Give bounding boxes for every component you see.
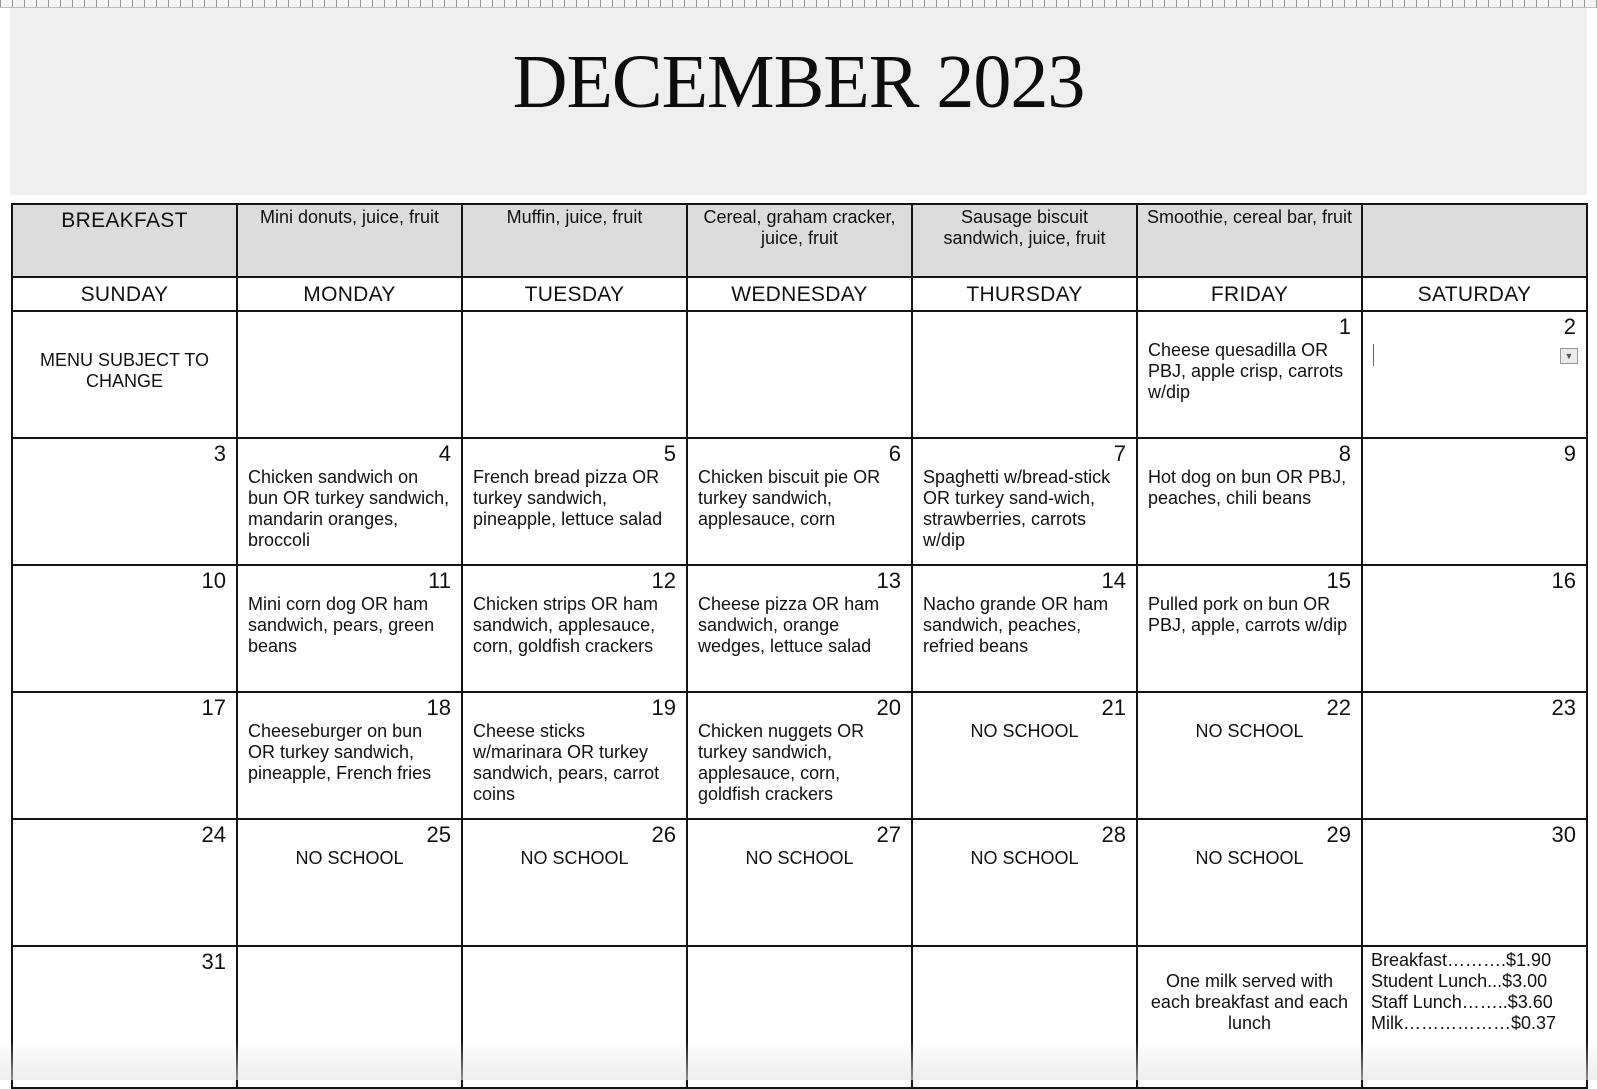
price-milk: Milk………………$0.37 bbox=[1371, 1013, 1557, 1033]
day-header-thursday[interactable]: THURSDAY bbox=[912, 277, 1137, 311]
lunch-menu: Nacho grande OR ham sandwich, peaches, refried beans bbox=[923, 594, 1109, 656]
no-school-label: NO SCHOOL bbox=[1195, 721, 1304, 741]
day-cell[interactable] bbox=[1362, 311, 1587, 438]
breakfast-item: Sausage biscuit sandwich, juice, fruit bbox=[943, 207, 1106, 248]
breakfast-cell-wednesday[interactable] bbox=[687, 204, 912, 277]
lunch-menu: Mini corn dog OR ham sandwich, pears, green beans bbox=[248, 594, 435, 656]
day-cell[interactable] bbox=[1362, 819, 1587, 946]
day-header-sunday[interactable]: SUNDAY bbox=[12, 277, 237, 311]
day-number: 7 bbox=[1113, 441, 1126, 466]
lunch-menu: Hot dog on bun OR PBJ, peaches, chili beans bbox=[1148, 467, 1347, 508]
day-cell[interactable] bbox=[12, 819, 237, 946]
day-cell[interactable] bbox=[687, 819, 912, 946]
day-cell[interactable] bbox=[12, 946, 237, 1088]
breakfast-item: Muffin, juice, fruit bbox=[506, 207, 643, 227]
day-number: 2 bbox=[1563, 314, 1576, 339]
day-number: 24 bbox=[201, 822, 226, 847]
day-header-tuesday[interactable]: TUESDAY bbox=[462, 277, 687, 311]
day-cell[interactable] bbox=[237, 946, 462, 1088]
day-number: 18 bbox=[426, 695, 451, 720]
day-number: 27 bbox=[876, 822, 901, 847]
day-number: 14 bbox=[1101, 568, 1126, 593]
lunch-menu: Cheeseburger on bun OR turkey sandwich, pineapple, French fries bbox=[248, 721, 432, 783]
no-school-label: NO SCHOOL bbox=[745, 848, 854, 868]
day-header-wednesday[interactable]: WEDNESDAY bbox=[687, 277, 912, 311]
price-breakfast: Breakfast……….$1.90 bbox=[1371, 950, 1552, 970]
lunch-menu: Cheese quesadilla OR PBJ, apple crisp, carrots w/dip bbox=[1148, 340, 1344, 402]
breakfast-cell-monday[interactable] bbox=[237, 204, 462, 277]
no-school-label: NO SCHOOL bbox=[295, 848, 404, 868]
day-cell[interactable] bbox=[912, 946, 1137, 1088]
lunch-menu: Cheese pizza OR ham sandwich, orange wedges, lettuce salad bbox=[698, 594, 880, 656]
day-cell[interactable] bbox=[912, 819, 1137, 946]
breakfast-item: Smoothie, cereal bar, fruit bbox=[1146, 207, 1353, 227]
day-number: 3 bbox=[213, 441, 226, 466]
breakfast-item: Cereal, graham cracker, juice, fruit bbox=[703, 207, 896, 248]
day-cell[interactable] bbox=[687, 692, 912, 819]
day-cell[interactable] bbox=[12, 692, 237, 819]
day-number: 30 bbox=[1551, 822, 1576, 847]
day-cell[interactable] bbox=[12, 311, 237, 438]
breakfast-item: Mini donuts, juice, fruit bbox=[259, 207, 440, 227]
week-row-1 bbox=[12, 311, 1587, 438]
day-cell[interactable] bbox=[1137, 692, 1362, 819]
day-number: 25 bbox=[426, 822, 451, 847]
day-header-friday[interactable]: FRIDAY bbox=[1137, 277, 1362, 311]
breakfast-cell-tuesday[interactable] bbox=[462, 204, 687, 277]
breakfast-cell-thursday[interactable] bbox=[912, 204, 1137, 277]
day-header-saturday[interactable]: SATURDAY bbox=[1362, 277, 1587, 311]
page-title[interactable]: DECEMBER 2023 bbox=[512, 40, 1085, 124]
week-row-3 bbox=[12, 565, 1587, 692]
day-number: 31 bbox=[201, 949, 226, 974]
day-number: 20 bbox=[876, 695, 901, 720]
day-number: 4 bbox=[438, 441, 451, 466]
day-cell[interactable] bbox=[1137, 946, 1362, 1088]
week-row-5 bbox=[12, 819, 1587, 946]
lunch-menu: Cheese sticks w/marinara OR turkey sandwich, pears, carrot coins bbox=[473, 721, 660, 804]
day-number: 15 bbox=[1326, 568, 1351, 593]
no-school-label: NO SCHOOL bbox=[520, 848, 629, 868]
day-cell[interactable] bbox=[1362, 565, 1587, 692]
day-number: 23 bbox=[1551, 695, 1576, 720]
day-cell[interactable] bbox=[1137, 311, 1362, 438]
lunch-menu: Spaghetti w/bread-stick OR turkey sand-wich, strawberries, carrots w/dip bbox=[923, 467, 1111, 550]
price-student-lunch: Student Lunch...$3.00 bbox=[1371, 971, 1548, 991]
day-number: 26 bbox=[651, 822, 676, 847]
lunch-menu: Chicken nuggets OR turkey sandwich, applesauce, corn, goldfish crackers bbox=[698, 721, 865, 804]
day-number: 1 bbox=[1338, 314, 1351, 339]
no-school-label: NO SCHOOL bbox=[1195, 848, 1304, 868]
day-cell[interactable] bbox=[1137, 438, 1362, 565]
breakfast-item bbox=[1363, 205, 1586, 207]
calendar-grid bbox=[11, 203, 1588, 1089]
day-number: 19 bbox=[651, 695, 676, 720]
day-cell[interactable] bbox=[237, 819, 462, 946]
day-cell[interactable] bbox=[687, 438, 912, 565]
breakfast-row bbox=[12, 204, 1587, 277]
day-cell[interactable] bbox=[12, 565, 237, 692]
price-list bbox=[1363, 947, 1586, 1034]
no-school-label: NO SCHOOL bbox=[970, 848, 1079, 868]
day-number: 6 bbox=[888, 441, 901, 466]
day-number: 16 bbox=[1551, 568, 1576, 593]
price-list-cell[interactable] bbox=[1362, 946, 1587, 1088]
day-cell[interactable] bbox=[462, 819, 687, 946]
dropdown-arrow-icon[interactable]: ▼ bbox=[1560, 348, 1578, 364]
day-cell[interactable] bbox=[912, 565, 1137, 692]
day-cell[interactable] bbox=[237, 438, 462, 565]
day-cell[interactable] bbox=[1137, 565, 1362, 692]
breakfast-label: BREAKFAST bbox=[61, 209, 188, 232]
day-cell[interactable] bbox=[912, 311, 1137, 438]
ruler bbox=[0, 0, 1597, 8]
day-cell[interactable] bbox=[687, 311, 912, 438]
lunch-menu: French bread pizza OR turkey sandwich, pineapple, lettuce salad bbox=[473, 467, 663, 529]
day-cell[interactable] bbox=[237, 692, 462, 819]
day-number: 28 bbox=[1101, 822, 1126, 847]
day-cell[interactable] bbox=[687, 946, 912, 1088]
day-number: 5 bbox=[663, 441, 676, 466]
day-cell[interactable] bbox=[1362, 438, 1587, 565]
day-cell[interactable] bbox=[462, 946, 687, 1088]
week-row-2 bbox=[12, 438, 1587, 565]
lunch-menu: Chicken sandwich on bun OR turkey sandwich, mandarin oranges, broccoli bbox=[248, 467, 450, 550]
breakfast-cell-friday[interactable] bbox=[1137, 204, 1362, 277]
breakfast-cell-saturday[interactable] bbox=[1362, 204, 1587, 277]
day-number: 11 bbox=[428, 568, 451, 593]
day-header-monday[interactable]: MONDAY bbox=[237, 277, 462, 311]
day-cell[interactable] bbox=[462, 438, 687, 565]
day-cell[interactable] bbox=[1137, 819, 1362, 946]
day-cell[interactable] bbox=[12, 438, 237, 565]
lunch-menu: Pulled pork on bun OR PBJ, apple, carrots w/dip bbox=[1148, 594, 1348, 635]
day-number: 12 bbox=[651, 568, 676, 593]
day-number: 17 bbox=[201, 695, 226, 720]
title-band bbox=[10, 8, 1587, 195]
day-cell[interactable] bbox=[237, 311, 462, 438]
day-cell[interactable] bbox=[462, 692, 687, 819]
day-number: 10 bbox=[201, 568, 226, 593]
day-cell[interactable] bbox=[462, 311, 687, 438]
day-cell[interactable] bbox=[1362, 692, 1587, 819]
lunch-menu: Chicken biscuit pie OR turkey sandwich, applesauce, corn bbox=[698, 467, 881, 529]
day-cell[interactable] bbox=[462, 565, 687, 692]
breakfast-label-cell[interactable] bbox=[12, 204, 237, 277]
day-number: 29 bbox=[1326, 822, 1351, 847]
price-staff-lunch: Staff Lunch……..$3.60 bbox=[1371, 992, 1553, 1012]
day-number: 22 bbox=[1326, 695, 1351, 720]
day-number: 8 bbox=[1338, 441, 1351, 466]
day-cell[interactable] bbox=[912, 438, 1137, 565]
day-number: 21 bbox=[1101, 695, 1126, 720]
menu-note: MENU SUBJECT TO CHANGE bbox=[39, 350, 210, 391]
week-row-6 bbox=[12, 946, 1587, 1088]
week-row-4 bbox=[12, 692, 1587, 819]
day-cell[interactable] bbox=[687, 565, 912, 692]
day-header-row bbox=[12, 277, 1587, 311]
milk-note: One milk served with each breakfast and each lunch bbox=[1150, 971, 1349, 1033]
day-cell[interactable] bbox=[237, 565, 462, 692]
day-number: 13 bbox=[876, 568, 901, 593]
lunch-menu: Chicken strips OR ham sandwich, applesauce, corn, goldfish crackers bbox=[473, 594, 659, 656]
no-school-label: NO SCHOOL bbox=[970, 721, 1079, 741]
day-cell[interactable] bbox=[912, 692, 1137, 819]
day-number: 9 bbox=[1563, 441, 1576, 466]
text-cursor bbox=[1373, 344, 1374, 366]
